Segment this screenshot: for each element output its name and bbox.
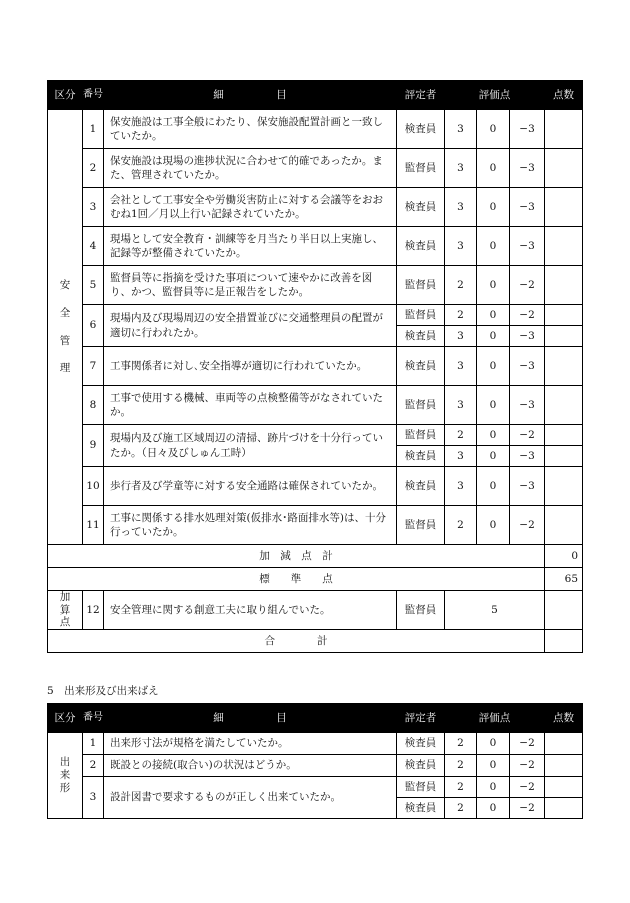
- item-number: 8: [83, 386, 104, 425]
- point-cell: −3: [510, 227, 545, 266]
- point-cell: 3: [445, 446, 477, 467]
- bonus-row: [48, 591, 583, 630]
- point-cell: 0: [477, 777, 510, 798]
- point-cell: 0: [477, 326, 510, 347]
- table-row: [48, 347, 583, 386]
- workmanship-table: [47, 703, 583, 819]
- rater-cell: 監督員: [397, 425, 445, 446]
- section-label: [60, 264, 71, 389]
- item-number: 3: [83, 777, 104, 819]
- item-number: 10: [83, 467, 104, 506]
- section-label-char: 加: [59, 591, 71, 603]
- point-cell: −2: [510, 798, 545, 819]
- header-kubun: 区分: [48, 81, 83, 110]
- point-cell: 3: [445, 149, 477, 188]
- item-number: 11: [83, 506, 104, 545]
- score-cell: [545, 777, 583, 798]
- point-cell: 2: [445, 733, 477, 755]
- point-cell: 0: [477, 347, 510, 386]
- score-cell: [545, 188, 583, 227]
- point-cell: −2: [510, 506, 545, 545]
- item-number: 2: [83, 755, 104, 777]
- section-label-char: 算: [59, 603, 71, 616]
- table-row: [48, 506, 583, 545]
- bonus-section-cell: [48, 591, 83, 630]
- point-cell: −3: [510, 386, 545, 425]
- table-row: [48, 305, 583, 326]
- point-cell: −2: [510, 425, 545, 446]
- point-cell: 2: [445, 425, 477, 446]
- header-hyokaten: 評価点: [445, 704, 545, 733]
- header-kubun: 区分: [48, 704, 83, 733]
- rater-cell: 検査員: [397, 188, 445, 227]
- bonus-points: 5: [445, 591, 545, 630]
- rater-cell: 監督員: [397, 506, 445, 545]
- score-cell: [545, 227, 583, 266]
- point-cell: 3: [445, 227, 477, 266]
- rater-cell: 監督員: [397, 305, 445, 326]
- point-cell: 0: [477, 149, 510, 188]
- score-cell: [545, 591, 583, 630]
- point-cell: 3: [445, 110, 477, 149]
- point-cell: −2: [510, 305, 545, 326]
- table-row: [48, 110, 583, 149]
- item-number: 9: [83, 425, 104, 467]
- point-cell: −3: [510, 326, 545, 347]
- score-cell: [545, 446, 583, 467]
- score-cell: [545, 425, 583, 446]
- standard-row-label: 標 準 点: [48, 568, 545, 591]
- item-text: 安全管理に関する創意工夫に取り組んでいた。: [104, 591, 397, 630]
- item-number: 3: [83, 188, 104, 227]
- point-cell: −2: [510, 777, 545, 798]
- point-cell: −3: [510, 446, 545, 467]
- score-cell: [545, 733, 583, 755]
- point-cell: 0: [477, 798, 510, 819]
- score-cell: [545, 326, 583, 347]
- point-cell: 0: [477, 188, 510, 227]
- point-cell: 0: [477, 227, 510, 266]
- section-label-char: 来: [59, 768, 71, 781]
- score-cell: [545, 347, 583, 386]
- item-number: 1: [83, 733, 104, 755]
- point-cell: −3: [510, 149, 545, 188]
- point-cell: −3: [510, 467, 545, 506]
- score-cell: [545, 266, 583, 305]
- score-cell: [545, 386, 583, 425]
- header-bango: 番号: [83, 704, 104, 733]
- item-text: 歩行者及び学童等に対する安全通路は確保されていたか。: [104, 467, 397, 506]
- point-cell: 3: [445, 326, 477, 347]
- score-cell: [545, 110, 583, 149]
- point-cell: −3: [510, 347, 545, 386]
- rater-cell: 検査員: [397, 110, 445, 149]
- point-cell: −2: [510, 266, 545, 305]
- section-cell: [48, 733, 83, 819]
- point-cell: 2: [445, 755, 477, 777]
- table-row: [48, 227, 583, 266]
- point-cell: −3: [510, 110, 545, 149]
- standard-row-value: 65: [545, 568, 583, 591]
- standard-row: [48, 568, 583, 591]
- score-cell: [545, 149, 583, 188]
- section-cell: [48, 110, 83, 545]
- section-label-char: 出: [59, 756, 71, 769]
- total-value: [545, 630, 583, 653]
- rater-cell: 検査員: [397, 733, 445, 755]
- table-row: [48, 266, 583, 305]
- item-text: 工事に関係する排水処理対策(仮排水･路面排水等)は、十分行っていたか。: [104, 506, 397, 545]
- section-label-char: 全: [59, 306, 71, 319]
- total-row: [48, 630, 583, 653]
- table-row: [48, 467, 583, 506]
- section-label-char: 理: [59, 362, 71, 375]
- header-bango: 番号: [83, 81, 104, 110]
- item-text: 保安施設は工事全般にわたり、保安施設配置計画と一致していたか。: [104, 110, 397, 149]
- rater-cell: 監督員: [397, 591, 445, 630]
- item-text: 監督員等に指摘を受けた事項について速やかに改善を図り、かつ、監督員等に是正報告をしたか。: [104, 266, 397, 305]
- item-number: 12: [83, 591, 104, 630]
- header-hyokaten: 評価点: [445, 81, 545, 110]
- score-cell: [545, 506, 583, 545]
- point-cell: 0: [477, 266, 510, 305]
- rater-cell: 検査員: [397, 798, 445, 819]
- item-number: 4: [83, 227, 104, 266]
- subtotal-row-label: 加 減 点 計: [48, 545, 545, 568]
- table-row: [48, 188, 583, 227]
- point-cell: 2: [445, 266, 477, 305]
- point-cell: 0: [477, 467, 510, 506]
- header-tensu: 点数: [545, 81, 583, 110]
- item-number: 7: [83, 347, 104, 386]
- score-cell: [545, 467, 583, 506]
- point-cell: 0: [477, 733, 510, 755]
- score-cell: [545, 798, 583, 819]
- item-number: 1: [83, 110, 104, 149]
- header-tensu: 点数: [545, 704, 583, 733]
- subtotal-row-value: 0: [545, 545, 583, 568]
- section-caption: 5 出来形及び出来ばえ: [47, 685, 159, 697]
- point-cell: −3: [510, 188, 545, 227]
- rater-cell: 検査員: [397, 227, 445, 266]
- header-saimoku: 細 目: [104, 704, 397, 733]
- item-text: 工事関係者に対し､安全指導が適切に行われていたか。: [104, 347, 397, 386]
- item-text: 設計図書で要求するものが正しく出来ていたか。: [104, 777, 397, 819]
- section-label: [60, 756, 71, 794]
- header-saimoku: 細 目: [104, 81, 397, 110]
- header-row: [48, 81, 583, 110]
- point-cell: 3: [445, 386, 477, 425]
- score-cell: [545, 755, 583, 777]
- item-text: 会社として工事安全や労働災害防止に対する会議等をおおむね1回／月以上行い記録されていたか。: [104, 188, 397, 227]
- rater-cell: 監督員: [397, 149, 445, 188]
- rater-cell: 検査員: [397, 347, 445, 386]
- point-cell: 2: [445, 777, 477, 798]
- point-cell: 0: [477, 506, 510, 545]
- header-row: [48, 704, 583, 733]
- table-row: [48, 149, 583, 188]
- item-number: 5: [83, 266, 104, 305]
- rater-cell: 監督員: [397, 266, 445, 305]
- section-label-char: 安: [59, 279, 71, 292]
- score-cell: [545, 305, 583, 326]
- rater-cell: 監督員: [397, 777, 445, 798]
- point-cell: −2: [510, 733, 545, 755]
- point-cell: 0: [477, 446, 510, 467]
- table-row: [48, 425, 583, 446]
- safety-management-table: [47, 80, 583, 653]
- item-text: 現場として安全教育・訓練等を月当たり半日以上実施し、記録等が整備されていたか。: [104, 227, 397, 266]
- point-cell: 3: [445, 467, 477, 506]
- point-cell: 2: [445, 305, 477, 326]
- item-number: 2: [83, 149, 104, 188]
- point-cell: 0: [477, 425, 510, 446]
- point-cell: 2: [445, 506, 477, 545]
- header-hyoteisha: 評定者: [397, 704, 445, 733]
- point-cell: 3: [445, 347, 477, 386]
- table-row: [48, 777, 583, 798]
- rater-cell: 監督員: [397, 386, 445, 425]
- point-cell: 2: [445, 798, 477, 819]
- section-label-char: 管: [59, 334, 71, 347]
- item-text: 現場内及び施工区域周辺の清掃、跡片づけを十分行っていたか。（日々及びしゅん工時）: [104, 425, 397, 467]
- header-hyoteisha: 評定者: [397, 81, 445, 110]
- table-row: [48, 733, 583, 755]
- rater-cell: 検査員: [397, 755, 445, 777]
- item-number: 6: [83, 305, 104, 347]
- item-text: 既設との接続(取合い)の状況はどうか。: [104, 755, 397, 777]
- rater-cell: 検査員: [397, 326, 445, 347]
- section-label-char: 点: [59, 616, 71, 629]
- item-text: 保安施設は現場の進捗状況に合わせて的確であったか。また、管理されていたか。: [104, 149, 397, 188]
- rater-cell: 検査員: [397, 446, 445, 467]
- point-cell: 0: [477, 305, 510, 326]
- rater-cell: 検査員: [397, 467, 445, 506]
- point-cell: 3: [445, 188, 477, 227]
- subtotal-row: [48, 545, 583, 568]
- point-cell: 0: [477, 755, 510, 777]
- section-label: [60, 591, 71, 629]
- item-text: 工事で使用する機械、車両等の点検整備等がなされていたか。: [104, 386, 397, 425]
- item-text: 出来形寸法が規格を満たしていたか。: [104, 733, 397, 755]
- table-row: [48, 386, 583, 425]
- table-row: [48, 755, 583, 777]
- item-text: 現場内及び現場周辺の安全措置並びに交通整理員の配置が適切に行われたか。: [104, 305, 397, 347]
- total-label: 合 計: [48, 630, 545, 653]
- section-label-char: 形: [59, 781, 71, 794]
- point-cell: −2: [510, 755, 545, 777]
- point-cell: 0: [477, 110, 510, 149]
- point-cell: 0: [477, 386, 510, 425]
